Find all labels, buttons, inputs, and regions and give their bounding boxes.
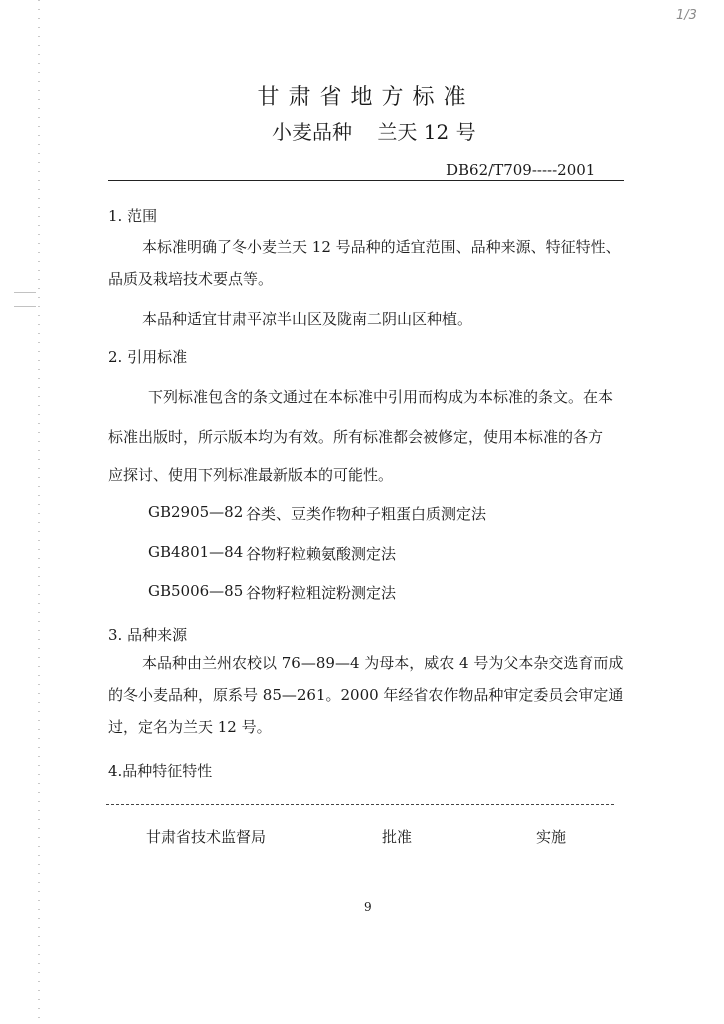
standard-number-rule — [108, 180, 624, 181]
footer-implement: 实施 — [536, 828, 567, 846]
section-heading-characteristics: 4.品种特征特性 — [108, 762, 213, 780]
paragraph-line: 本标准明确了冬小麦兰天 12 号品种的适宜范围、品种来源、特征特性、 — [142, 238, 621, 256]
footer-divider — [106, 804, 614, 805]
corner-handwritten-note: 1/3 — [676, 8, 697, 23]
section-heading-scope: 1. 范围 — [108, 207, 158, 225]
paragraph-line: 本品种适宜甘肃平凉半山区及陇南二阴山区种植。 — [142, 310, 473, 328]
scan-margin-mark — [14, 306, 36, 307]
footer-approve: 批准 — [382, 828, 413, 846]
reference-code: GB5006—85 — [148, 582, 244, 600]
scan-margin-speckle — [38, 0, 40, 1024]
paragraph-line: 本品种由兰州农校以 76—89—4 为母本，威农 4 号为父本杂交选育而成 — [142, 654, 624, 672]
paragraph-line: 下列标准包含的条文通过在本标准中引用而构成为本标准的条文。在本 — [148, 388, 614, 406]
page-number: 9 — [364, 900, 372, 914]
scan-margin-mark — [14, 292, 36, 293]
paragraph-line: 的冬小麦品种，原系号 85—261。2000 年经省农作物品种审定委员会审定通 — [108, 686, 624, 704]
document-subtitle: 小麦品种 兰天 12 号 — [272, 120, 476, 144]
footer-issuer: 甘肃省技术监督局 — [146, 828, 267, 846]
paragraph-line: 应探讨、使用下列标准最新版本的可能性。 — [108, 466, 394, 484]
reference-title: 谷物籽粒粗淀粉测定法 — [246, 584, 397, 602]
document-title: 甘肃省地方标准 — [257, 85, 475, 110]
section-heading-variety-origin: 3. 品种来源 — [108, 626, 188, 644]
paragraph-line: 品质及栽培技术要点等。 — [108, 270, 274, 288]
standard-number: DB62/T709-----2001 — [446, 161, 596, 179]
paragraph-line: 标准出版时，所示版本均为有效。所有标准都会被修定，使用本标准的各方 — [108, 428, 604, 446]
paragraph-line: 过，定名为兰天 12 号。 — [108, 718, 272, 736]
reference-title: 谷物籽粒赖氨酸测定法 — [246, 545, 397, 563]
section-heading-normative-references: 2. 引用标准 — [108, 348, 188, 366]
reference-code: GB2905—82 — [148, 503, 244, 521]
reference-code: GB4801—84 — [148, 543, 244, 561]
reference-title: 谷类、豆类作物种子粗蛋白质测定法 — [246, 505, 487, 523]
